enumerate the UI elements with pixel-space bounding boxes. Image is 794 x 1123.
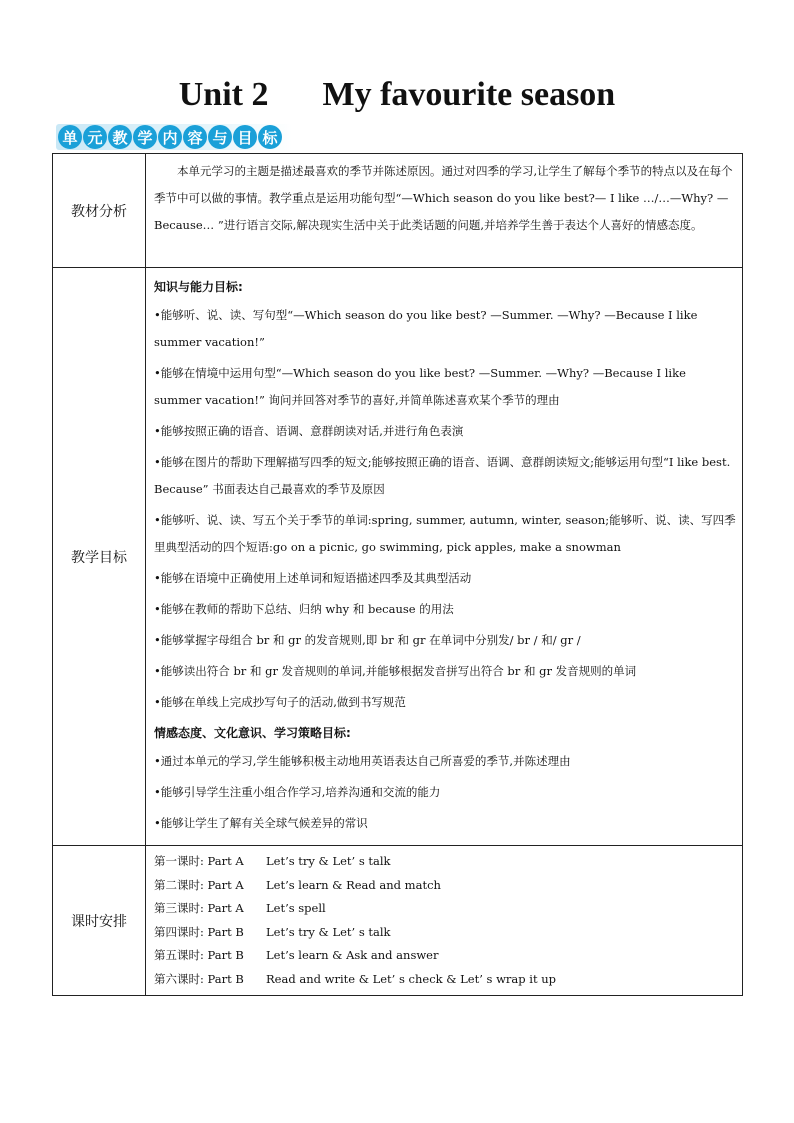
schedule-content: Let’s try & Let’ s talk [266, 854, 391, 868]
objective-item: •能够掌握字母组合 br 和 gr 的发音规则,即 br 和 gr 在单词中分别发/ br / 和/ gr / [154, 633, 581, 647]
section-char: 内 [158, 125, 182, 149]
objectives-label: 教学目标 [53, 268, 146, 846]
schedule-content: Let’s learn & Ask and answer [266, 948, 439, 962]
analysis-row [53, 154, 743, 268]
objectives-cell [146, 268, 743, 846]
section-char: 目 [233, 125, 257, 149]
schedule-row-item [154, 921, 736, 945]
page-title [0, 76, 794, 114]
objectives-heading-knowledge: 知识与能力目标: [154, 280, 243, 294]
schedule-content: Let’s spell [266, 901, 326, 915]
objective-item: •通过本单元的学习,学生能够积极主动地用英语表达自己所喜爱的季节,并陈述理由 [154, 754, 571, 768]
schedule-list [154, 850, 736, 991]
schedule-row-item [154, 897, 736, 921]
objective-item: •能够引导学生注重小组合作学习,培养沟通和交流的能力 [154, 785, 441, 799]
objective-item: •能够读出符合 br 和 gr 发音规则的单词,并能够根据发音拼写出符合 br 和 gr 发音规则的单词 [154, 664, 637, 678]
objective-item: •能够在单线上完成抄写句子的活动,做到书写规范 [154, 695, 406, 709]
schedule-period: 第二课时: Part A [154, 877, 244, 892]
schedule-period: 第四课时: Part B [154, 924, 244, 939]
section-char: 容 [183, 125, 207, 149]
schedule-period: 第五课时: Part B [154, 948, 244, 962]
schedule-period: 第六课时: Part B [154, 971, 244, 986]
objective-item: •能够按照正确的语音、语调、意群朗读对话,并进行角色表演 [154, 424, 464, 438]
unit-name: My favourite season [322, 76, 616, 113]
schedule-period: 第一课时: Part A [154, 854, 244, 868]
schedule-row-item [154, 944, 736, 968]
schedule-row [53, 846, 743, 996]
section-char: 元 [83, 125, 107, 149]
objectives-heading-attitude: 情感态度、文化意识、学习策略目标: [154, 726, 351, 740]
schedule-row-item [154, 874, 736, 898]
schedule-label: 课时安排 [53, 846, 146, 996]
section-char: 单 [58, 125, 82, 149]
objective-item: •能够让学生了解有关全球气候差异的常识 [154, 816, 368, 830]
schedule-content: Read and write & Let’ s check & Let’ s wrap it up [266, 971, 557, 986]
section-heading-badge [56, 122, 282, 152]
section-char: 与 [208, 125, 232, 149]
unit-plan-table [52, 153, 743, 996]
objective-item: •能够在图片的帮助下理解描写四季的短文;能够按照正确的语音、语调、意群朗读短文;能够运用句型“I like best. Because” 书面表达自己最喜欢的季节及原因 [154, 455, 731, 496]
objective-item: •能够听、说、读、写句型“—Which season do you like best? —Summer. —Why? —Because I like summer vacation!” [154, 308, 698, 349]
objective-item: •能够在教师的帮助下总结、归纳 why 和 because 的用法 [154, 602, 454, 616]
analysis-cell [146, 154, 743, 268]
objective-item: •能够在情境中运用句型“—Which season do you like best? —Summer. —Why? —Because I like summer vacation!” 询问并回答对季节的喜好,并简单陈述喜欢某个季节的理由 [154, 366, 686, 407]
analysis-text: 本单元学习的主题是描述最喜欢的季节并陈述原因。通过对四季的学习,让学生了解每个季节的特点以及在每个季节中可以做的事情。教学重点是运用功能句型“—Which season do you like best?— I like …/…—Why? —Because… ”进行语言交际,解决现实生活中关于此类话题的问题,并培养学生善于表达个人喜好的情感态度。 [154, 164, 733, 232]
section-char: 学 [133, 125, 157, 149]
schedule-content: Let’s learn & Read and match [266, 877, 441, 892]
schedule-cell [146, 846, 743, 996]
section-char: 教 [108, 125, 132, 149]
unit-number: Unit 2 [178, 76, 269, 113]
schedule-row-item [154, 968, 736, 992]
objectives-row [53, 268, 743, 846]
analysis-label: 教材分析 [53, 154, 146, 268]
objective-item: •能够在语境中正确使用上述单词和短语描述四季及其典型活动 [154, 571, 472, 585]
section-char: 标 [258, 125, 282, 149]
schedule-period: 第三课时: Part A [154, 901, 244, 915]
objective-item: •能够听、说、读、写五个关于季节的单词:spring, summer, autumn, winter, season;能够听、说、读、写四季里典型活动的四个短语:go on a picnic, go swimming, pick apples, make a snowman [154, 513, 736, 554]
schedule-row-item [154, 850, 736, 874]
schedule-content: Let’s try & Let’ s talk [266, 924, 391, 939]
